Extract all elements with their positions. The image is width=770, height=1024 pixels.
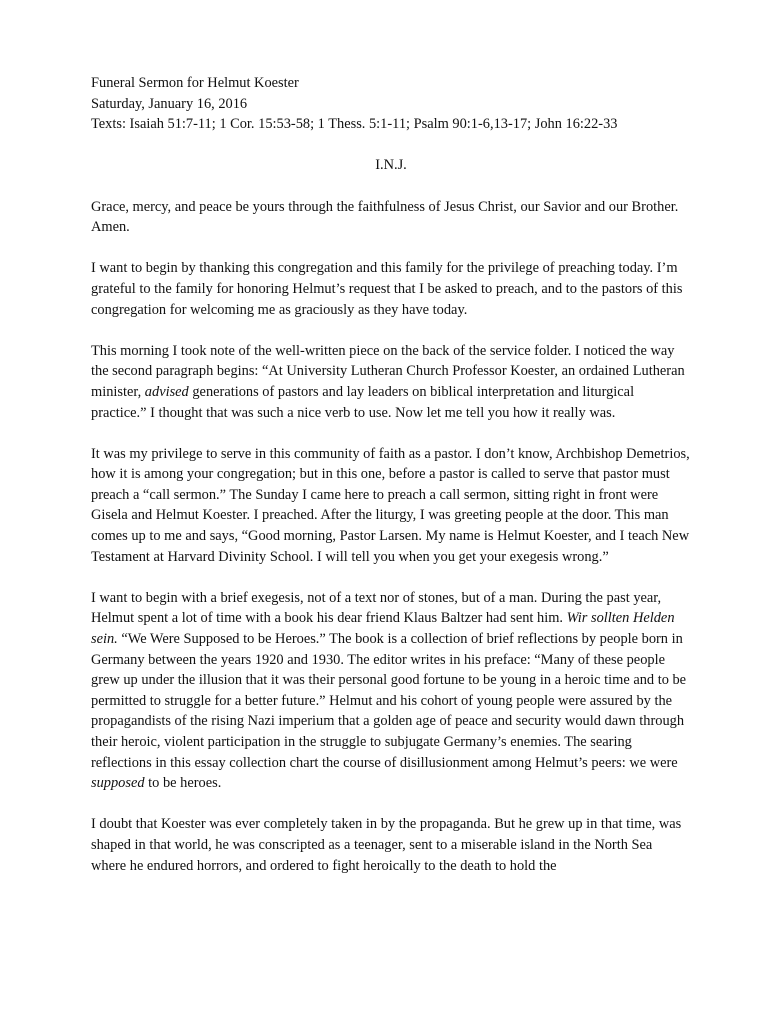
paragraph-thanks: I want to begin by thanking this congregation and this family for the privilege of preaching today. I’m grateful to the family for honoring Helmut’s request that I be asked to preach, and to the pastors of this congregation for welcoming me as graciously as they have today. [91,260,683,318]
sermon-date: Saturday, January 16, 2016 [91,95,248,112]
paragraph-greeting: Grace, mercy, and peace be yours through the faithfulness of Jesus Christ, our Savior and our Brother. Amen. [91,198,679,236]
paragraph-propaganda: I doubt that Koester was ever completely taken in by the propaganda. But he grew up in that time, was shaped in that world, he was conscripted as a teenager, sent to a miserable island in the North Sea where he endured horrors, and ordered to fight heroically to the death to hold the [91,816,682,874]
paragraph-text: generations of pastors and lay leaders on biblical interpretation and liturgical practice.” I thought that was such a nice verb to use. Now let me tell you how it really was. [91,383,635,421]
paragraph-call-sermon: It was my privilege to serve in this community of faith as a pastor. I don’t know, Archbishop Demetrios, how it is among your congregation; but in this one, before a pastor is called to serve that pastor must preach a “call sermon.” The Sunday I came here to preach a call sermon, sitting right in front were Gisela and Helmut Koester. I preached. After the liturgy, I was greeting people at the door. This man comes up to me and says, “Good morning, Pastor Larsen. My name is Helmut Koester, and I teach New Testament at Harvard Divinity School. I will tell you when you get your exegesis wrong.” [91,445,690,565]
inj-heading: I.N.J. [375,157,407,174]
emphasis-supposed: supposed [91,775,145,792]
paragraph-text: I want to begin with a brief exegesis, not of a text nor of stones, but of a man. During the past year, Helmut spent a lot of time with a book his dear friend Klaus Baltzer had sent him. [91,589,662,627]
paragraph-exegesis [91,588,691,794]
sermon-title: Funeral Sermon for Helmut Koester [91,75,299,91]
emphasis-book-title: Wir sollten Helden sein. [91,610,675,648]
scripture-texts: Texts: Isaiah 51:7-11; 1 Cor. 15:53-58; 1 Thess. 5:1-11; Psalm 90:1-6,13-17; John 16:22-33 [91,116,618,133]
paragraph-text: to be heroes. [144,775,222,792]
emphasis-advised: advised [144,383,189,400]
paragraph-service-folder [91,341,691,423]
sermon-body [91,73,691,897]
paragraph-text: “We Were Supposed to be Heroes.” The book is a collection of brief reflections by people born in Germany between the years 1920 and 1930. The editor writes in his preface: “Many of these people grew up under the illusion that it was their personal good fortune to be young in a heroic time and to be permitted to struggle for a better future.” Helmut and his cohort of young people were assured by the propagandists of the rising Nazi imperium that a golden age of peace and security would dawn through their heroic, violent participation in the struggle to subjugate Germany’s enemies. The searing reflections in this essay collection chart the course of disillusionment among Helmut’s peers: we were [91,631,687,771]
paragraph-text: This morning I took note of the well-written piece on the back of the service folder. I noticed the way the second paragraph begins: “At University Lutheran Church Professor Koester, an ordained Lutheran minister, [91,342,685,400]
